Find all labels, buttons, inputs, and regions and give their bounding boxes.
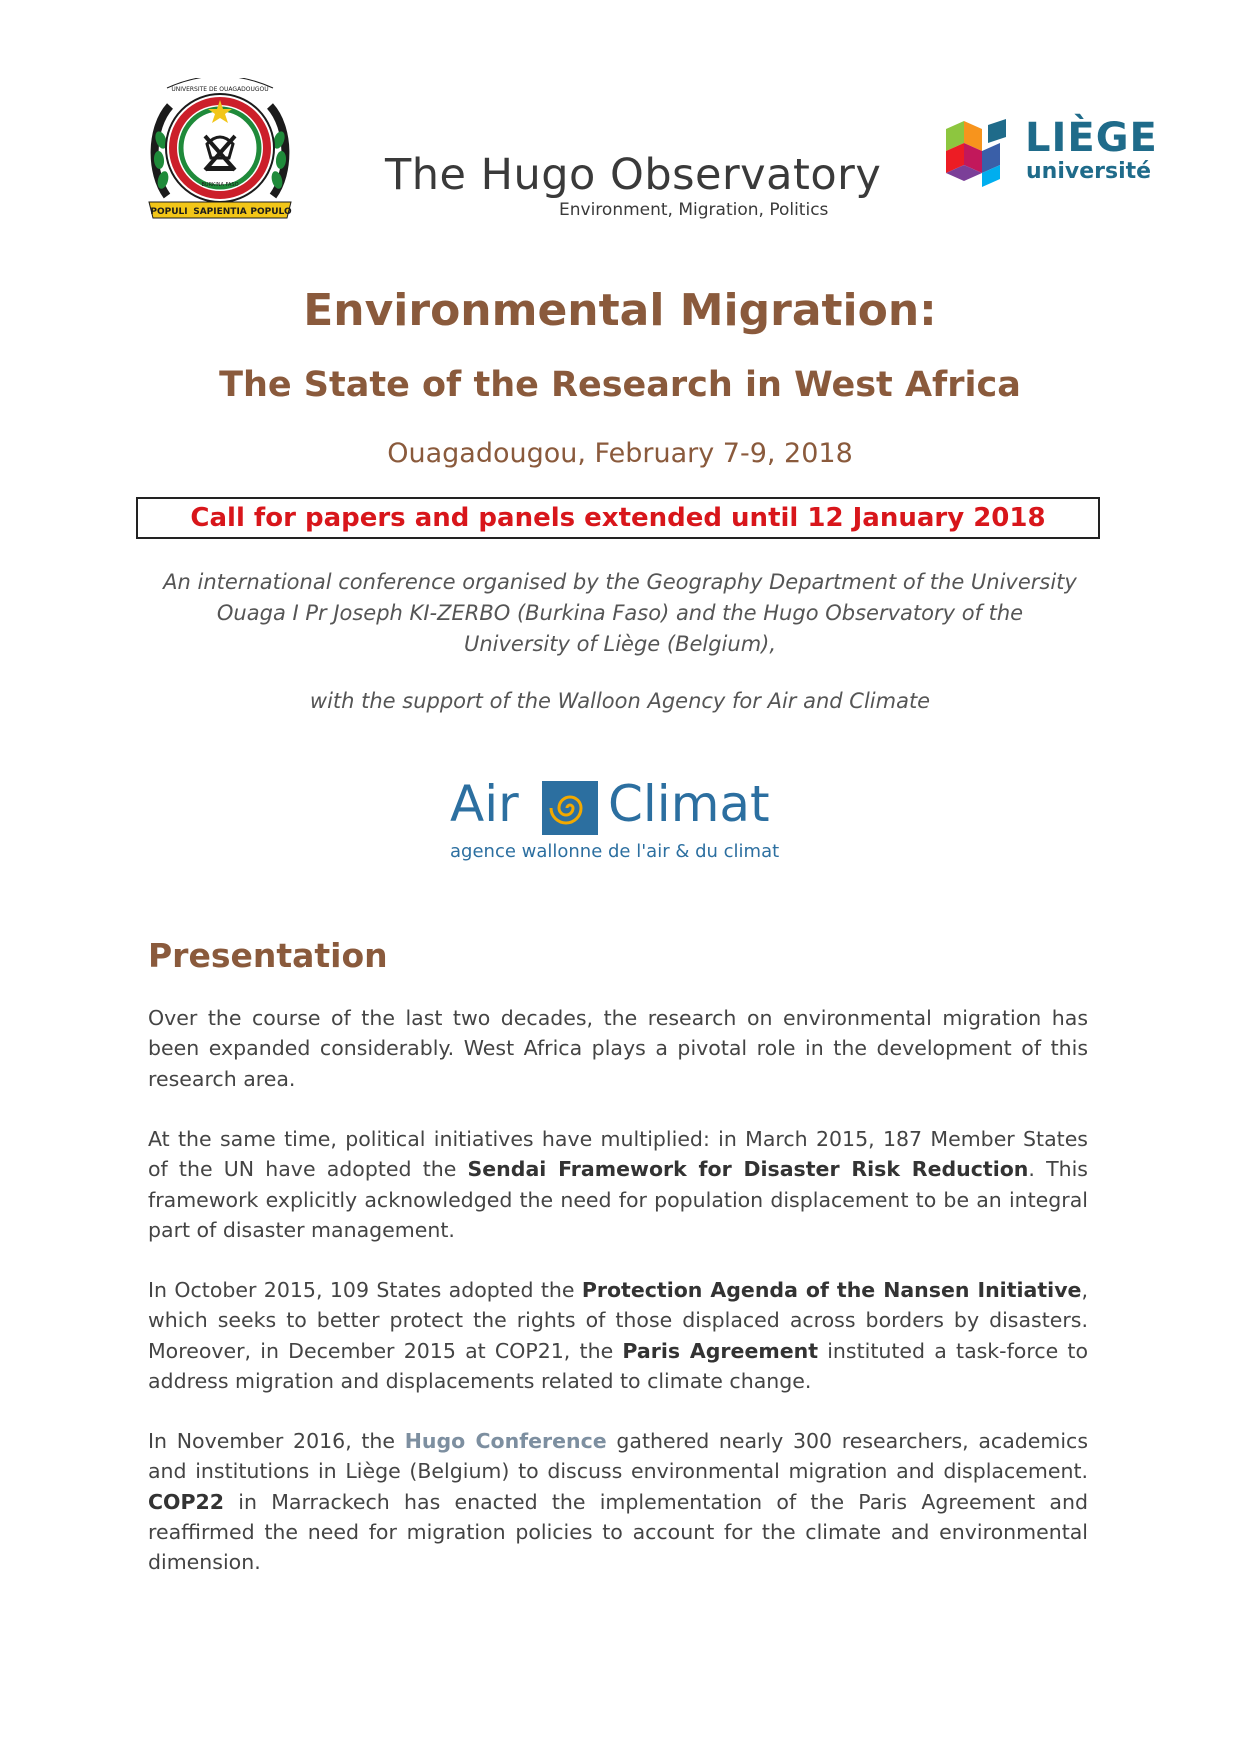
p4-text-a: In November 2016, the <box>148 1429 405 1453</box>
p2-text-a: At the same time, political initiatives have multiplied: in March 2015, 187 Member States of the UN have adopted the <box>148 1127 1088 1182</box>
air-climat-tagline: agence wallonne de l'air & du climat <box>450 841 780 862</box>
intro-line-2: Ouaga I Pr Joseph KI-ZERBO (Burkina Faso) and the Hugo Observatory of the <box>216 601 1024 625</box>
air-climat-air: Air <box>450 775 519 833</box>
p3-text-a: In October 2015, 109 States adopted the <box>148 1278 582 1302</box>
ribbon-word-1: POPULI <box>150 207 188 217</box>
ribbon-word-3: POPULO <box>250 207 292 217</box>
liege-logo-name: LIÈGE <box>1025 115 1158 161</box>
presentation-heading: Presentation <box>148 936 388 975</box>
swirl-icon <box>542 781 598 835</box>
call-for-papers-text: Call for papers and panels extended until 12 January 2018 <box>190 503 1046 533</box>
main-title: Environmental Migration: <box>303 285 937 336</box>
hugo-observatory-logo <box>385 150 882 230</box>
presentation-paragraph-3 <box>148 1275 1088 1396</box>
sendai-framework-bold: Sendai Framework for Disaster Risk Reduction <box>467 1157 1029 1182</box>
call-for-papers-box <box>136 497 1100 539</box>
p4-text-e: in Marrackech has enacted the implementation of the Paris Agreement and reaffirmed the need for migration policies to account for the climate and environmental dimension. <box>148 1489 1088 1575</box>
p3-text-c: , which seeks to better protect the rights of those displaced across borders by disasters. Moreover, in December 2015 at COP21, the <box>148 1278 1088 1363</box>
p2-text-c: . This framework explicitly acknowledged the need for population displacement to be an integral part of disaster management. <box>148 1157 1088 1242</box>
place-date: Ouagadougou, February 7-9, 2018 <box>387 438 853 469</box>
intro-line-1: An international conference organised by the Geography Department of the University <box>163 570 1077 594</box>
hugo-logo-subtitle: Environment, Migration, Politics <box>559 200 829 220</box>
p4-text-c: gathered nearly 300 researchers, academics and institutions in Liège (Belgium) to discuss environmental migration and displacement. <box>148 1429 1089 1484</box>
ribbon-word-2: SAPIENTIA <box>193 207 247 217</box>
nansen-initiative-bold: Protection Agenda of the Nansen Initiative <box>581 1278 1082 1302</box>
cop22-bold: COP22 <box>148 1489 225 1514</box>
intro-line-3: University of Liège (Belgium), <box>463 632 777 656</box>
air-climat-climat: Climat <box>608 775 770 833</box>
liege-logo-subtitle: université <box>1026 159 1152 184</box>
p3-text-e: instituted a task-force to address migration and displacements related to climate change. <box>148 1338 1088 1393</box>
intro-text <box>150 567 1090 660</box>
presentation-paragraph-2 <box>148 1124 1088 1245</box>
paris-agreement-bold: Paris Agreement <box>622 1338 819 1363</box>
hugo-logo-title: The Hugo Observatory <box>385 150 882 200</box>
presentation-paragraph-4 <box>148 1426 1088 1577</box>
support-text: with the support of the Walloon Agency for Air and Climate <box>309 689 931 713</box>
logo-top-arc-text: UNIVERSITE DE OUAGADOUGOU <box>171 86 269 93</box>
hugo-conference-link[interactable]: Hugo Conference <box>404 1429 607 1453</box>
air-climat-logo <box>450 775 790 870</box>
presentation-paragraph-1: Over the course of the last two decades, the research on environmental migration has been expanded considerably. West Africa plays a pivotal role in the development of this research area. <box>148 1006 1088 1091</box>
liege-universite-logo <box>940 115 1158 200</box>
university-ouagadougou-logo <box>145 78 295 230</box>
logo-inner-text: BURKINA FASO <box>201 182 239 188</box>
sub-title: The State of the Research in West Africa <box>219 365 1021 405</box>
liege-cube-icon <box>940 119 1012 195</box>
